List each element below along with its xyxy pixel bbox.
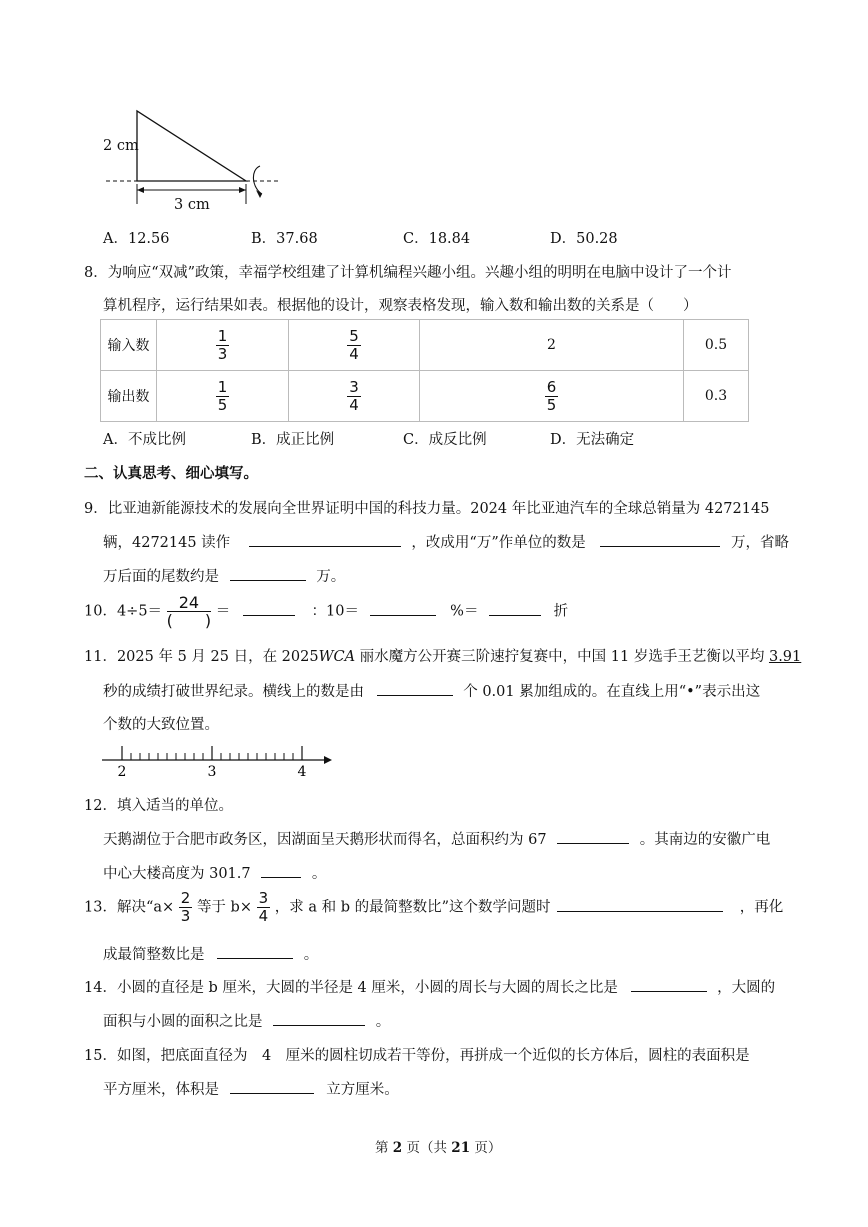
q12-line1: 12．填入适当的单位。 [84,798,233,814]
q15-line1: 15．如图，把底面直径为 4 厘米的圆柱切成若干等份，再拼成一个近似的长方体后，圆柱的表面积是 [84,1048,750,1064]
table-row [101,371,749,422]
answer-blank[interactable] [377,681,453,696]
q8-line1: 8．为响应“双减”政策，幸福学校组建了计算机编程兴趣小组。兴趣小组的明明在电脑中设计了一个计 [84,265,732,281]
answer-blank[interactable] [557,829,629,844]
q7-option-b[interactable]: B．37.68 [251,231,318,247]
section-heading: 二、认真思考、细心填写。 [84,465,258,482]
table-row [101,320,749,371]
answer-blank[interactable] [249,532,401,547]
fraction: $\frac{3}{4}$ [258,889,269,925]
table-cell: 0.3 [684,371,749,422]
q8-option-a[interactable]: A．不成比例 [103,432,186,448]
row-label-input: 输入数 [101,320,157,371]
row-label-output: 输出数 [101,371,157,422]
q9-line3: 万后面的尾数约是 万。 [103,565,345,586]
q12-line2: 天鹅湖位于合肥市政务区，因湖面呈天鹅形状而得名，总面积约为 67 。其南边的安徽广电 [103,828,770,849]
axis-tick-label: 4 [297,764,307,780]
number-line[interactable] [100,744,340,780]
q7-option-d[interactable]: D．50.28 [550,231,618,247]
answer-blank[interactable] [631,977,707,992]
axis-tick-label: 3 [207,764,217,780]
fraction: $\frac{24}{( )}$ [166,593,212,630]
axis-tick-label: 2 [117,764,127,780]
answer-blank[interactable] [273,1011,365,1026]
base-label: 3 cm [174,197,210,213]
height-label: 2 cm [103,138,139,154]
table-cell: $\frac{6}{5}$ [420,371,684,422]
answer-blank[interactable] [243,601,295,616]
table-cell: $\frac{3}{4}$ [289,371,420,422]
q8-line2: 算机程序，运行结果如表。根据他的设计，观察表格发现，输入数和输出数的关系是（ ） [103,298,698,314]
axis-arrow [324,756,332,764]
answer-blank[interactable] [489,601,541,616]
q7-option-c[interactable]: C．18.84 [403,231,471,247]
answer-blank[interactable] [217,944,293,959]
q8-option-c[interactable]: C．成反比例 [403,432,487,448]
table-cell: 0.5 [684,320,749,371]
fraction: $\frac{2}{3}$ [180,889,191,925]
q9-line1: 9．比亚迪新能源技术的发展向全世界证明中国的科技力量。2024 年比亚迪汽车的全球总销量为 4272145 [84,501,770,517]
answer-blank[interactable] [261,863,301,878]
q11-line1: 11．2025 年 5 月 25 日，在 2025WCA 丽水魔方公开赛三阶速拧复赛中，中国 11 岁选手王艺衡以平均 3.91 [84,649,802,665]
answer-blank[interactable] [600,532,720,547]
answer-blank[interactable] [230,1079,314,1094]
q13-line1: 13．解决“a× $\frac{2}{3}$ 等于 b× $\frac{3}{4}$ ，求 a 和 b 的最简整数比”这个数学问题时 ，再化 [84,889,784,925]
q10-line: 10．4÷5＝ $\frac{24}{( )}$ ＝ ：10＝ %＝ 折 [84,593,569,630]
table-cell: $\frac{1}{5}$ [157,371,289,422]
q11-line2: 秒的成绩打破世界纪录。横线上的数是由 个 0.01 累加组成的。在直线上用“•”表示出这 [103,680,760,701]
q7-option-a[interactable]: A．12.56 [103,231,170,247]
io-table [100,319,749,422]
q13-line2: 成最简整数比是 。 [103,943,318,964]
answer-blank[interactable] [370,601,436,616]
table-cell: 2 [420,320,684,371]
table-cell: $\frac{1}{3}$ [157,320,289,371]
table-cell: $\frac{5}{4}$ [289,320,420,371]
q8-option-b[interactable]: B．成正比例 [251,432,335,448]
q12-line3: 中心大楼高度为 301.7 。 [103,862,326,883]
q11-line3: 个数的大致位置。 [103,717,219,733]
q15-line2: 平方厘米，体积是 立方厘米。 [103,1078,399,1099]
answer-blank[interactable] [557,897,723,912]
page-footer: 第 2 页（共 21 页） [375,1140,502,1156]
answer-blank[interactable] [230,566,306,581]
q14-line2: 面积与小圆的面积之比是 。 [103,1010,390,1031]
q8-option-d[interactable]: D．无法确定 [550,432,635,448]
q14-line1: 14．小圆的直径是 b 厘米，大圆的半径是 4 厘米，小圆的周长与大圆的周长之比是 ，大圆的 [84,976,775,997]
q9-line2: 辆，4272145 读作 ，改成用“万”作单位的数是 万，省略 [103,531,789,552]
